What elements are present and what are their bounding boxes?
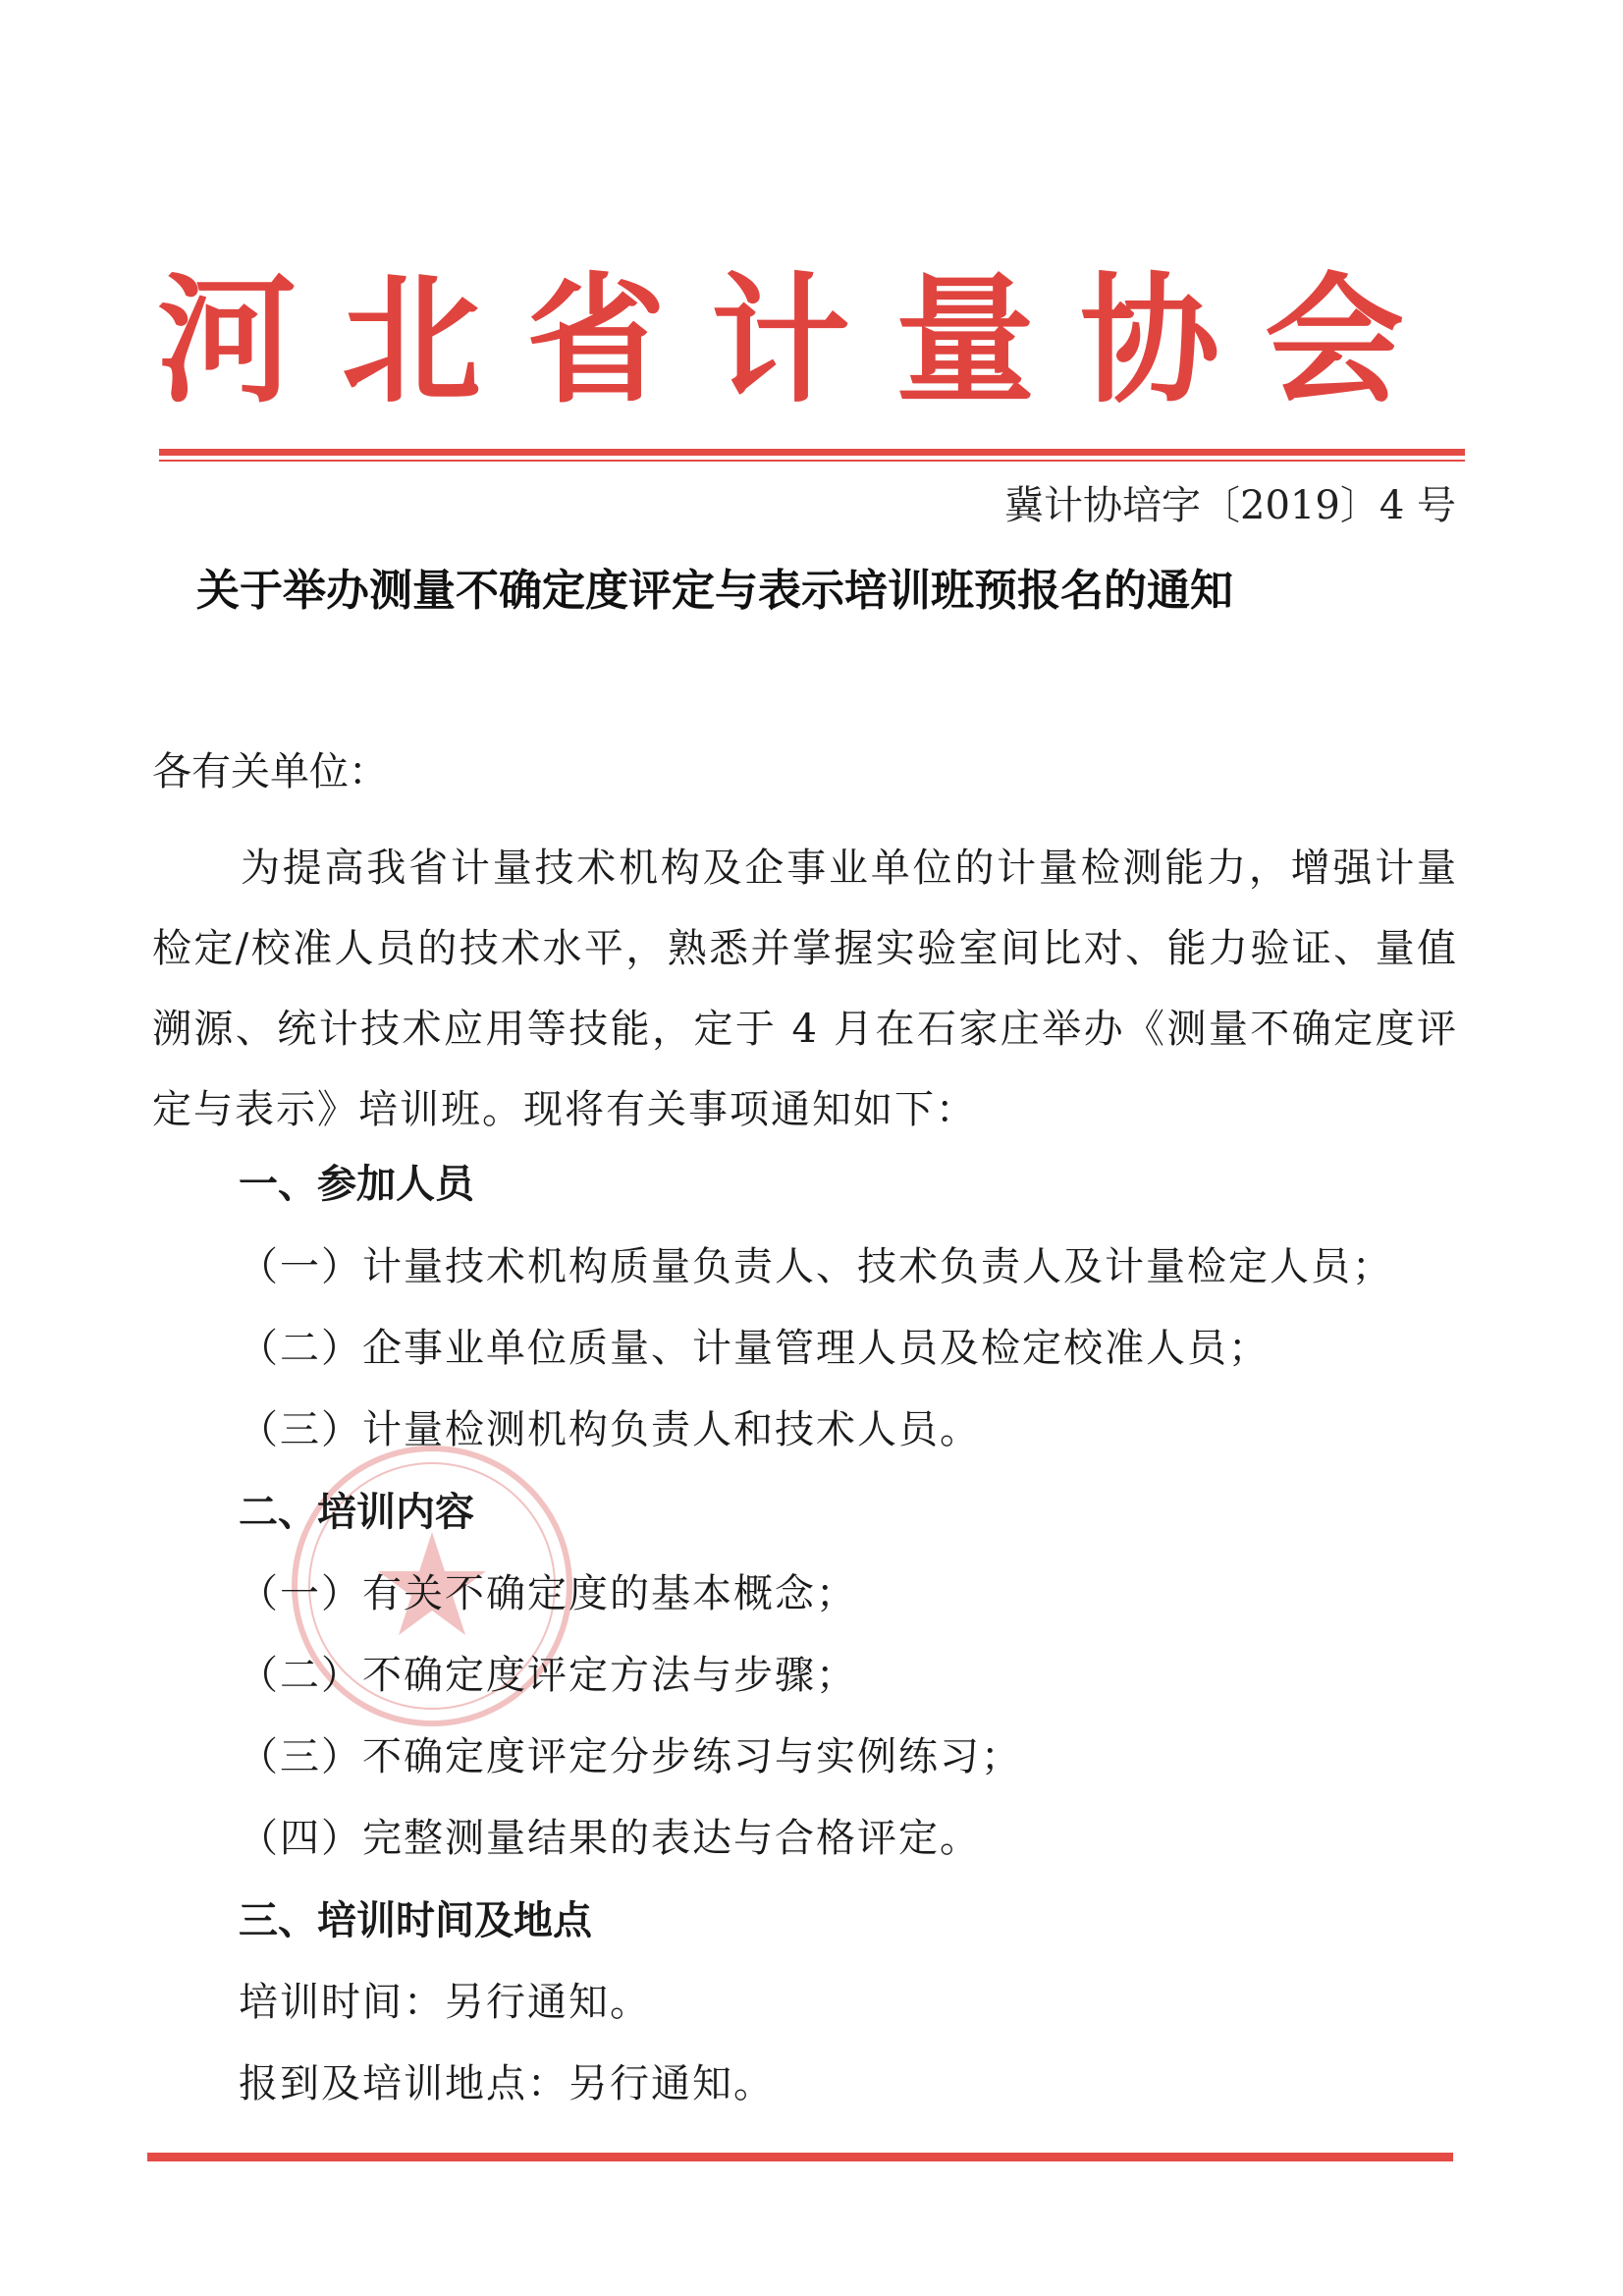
list-item: （三）计量检测机构负责人和技术人员。 <box>239 1407 981 1452</box>
list-item: （三）不确定度评定分步练习与实例练习； <box>239 1734 1022 1779</box>
section-heading-time-place: 三、培训时间及地点 <box>239 1897 592 1943</box>
list-item: （一）有关不确定度的基本概念； <box>239 1571 857 1616</box>
header-red-rule <box>159 449 1465 462</box>
notice-title: 关于举办测量不确定度评定与表示培训班预报名的通知 <box>196 566 1233 616</box>
training-time: 培训时间：另行通知。 <box>239 1980 651 2025</box>
document-number: 冀计协培字〔2019〕4 号 <box>1004 483 1456 528</box>
intro-paragraph: 为提高我省计量技术机构及企事业单位的计量检测能力，增强计量检定/校准人员的技术水平，熟悉并掌握实验室间比对、能力验证、量值溯源、统计技术应用等技能，定于 4 月在石家庄举办《测量不确定度评定与表示》培训班。现将有关事项通知如下： <box>152 846 1458 1132</box>
footer-red-rule <box>147 2149 1453 2161</box>
section-heading-content: 二、培训内容 <box>239 1489 474 1535</box>
list-item: （二）企事业单位质量、计量管理人员及检定校准人员； <box>239 1326 1270 1371</box>
list-item: （四）完整测量结果的表达与合格评定。 <box>239 1816 981 1861</box>
list-item: （二）不确定度评定方法与步骤； <box>239 1653 857 1698</box>
organization-header: 河北省计量协会 <box>157 259 1449 422</box>
section-heading-participants: 一、参加人员 <box>239 1161 474 1207</box>
salutation: 各有关单位： <box>152 749 388 794</box>
training-location: 报到及培训地点：另行通知。 <box>239 2061 775 2106</box>
list-item: （一）计量技术机构质量负责人、技术负责人及计量检定人员； <box>239 1244 1393 1289</box>
